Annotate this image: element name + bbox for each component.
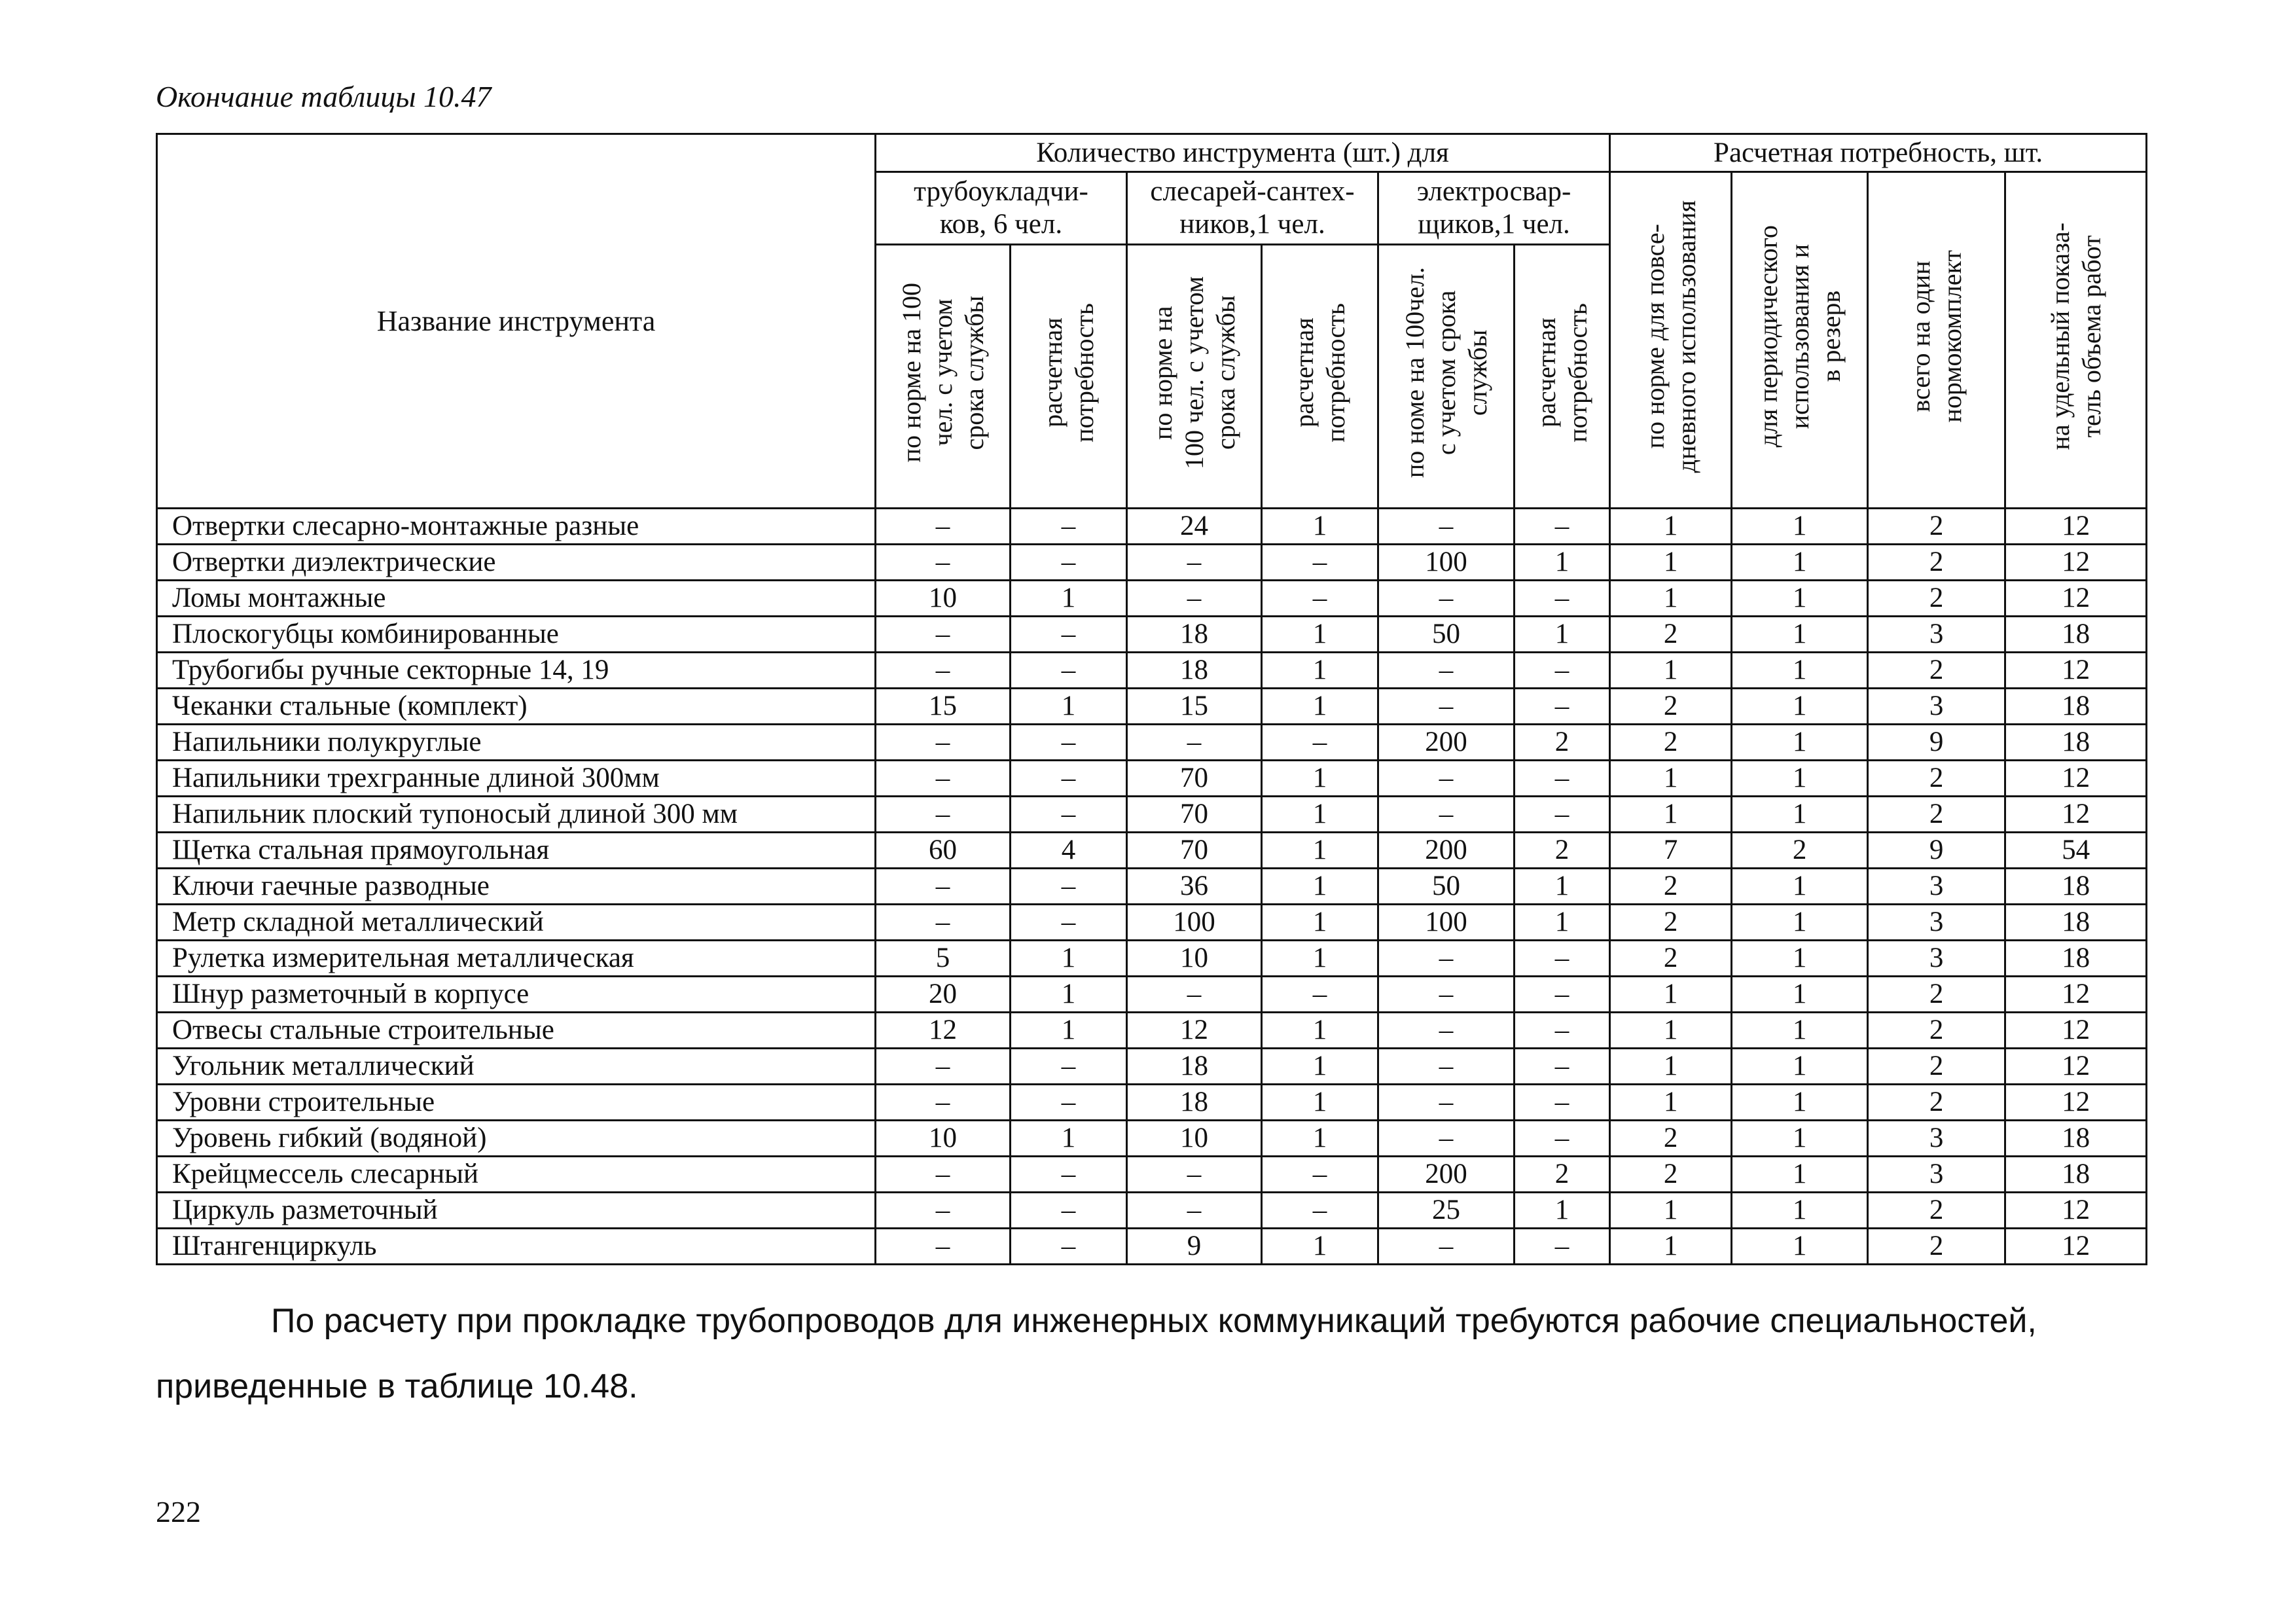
value-cell: 10 (1127, 941, 1262, 977)
value-cell: 2 (1868, 761, 2005, 797)
value-cell: 1 (1610, 1085, 1732, 1121)
value-cell: – (1378, 761, 1515, 797)
value-cell: – (1515, 797, 1610, 833)
value-cell: 15 (1127, 689, 1262, 725)
value-cell: – (1378, 1049, 1515, 1085)
value-cell: 200 (1378, 1157, 1515, 1193)
value-cell: – (1011, 509, 1127, 545)
value-cell: 100 (1378, 905, 1515, 941)
value-cell: – (1011, 1157, 1127, 1193)
value-cell: 3 (1868, 1121, 2005, 1157)
value-cell: – (1378, 581, 1515, 617)
value-cell: 200 (1378, 833, 1515, 869)
value-cell: – (876, 509, 1011, 545)
header-plumb-calc (1262, 245, 1378, 509)
value-cell: – (876, 617, 1011, 653)
value-cell: – (1011, 1049, 1127, 1085)
value-cell: – (876, 761, 1011, 797)
tool-name-cell: Напильники трехгранные длиной 300мм (157, 761, 876, 797)
value-cell: – (1515, 581, 1610, 617)
value-cell: – (1378, 1013, 1515, 1049)
value-cell: 1 (1262, 1121, 1378, 1157)
value-cell: 1 (1732, 1121, 1868, 1157)
header-plumb-norm-text: по норме на 100 чел. с учетом срока службы (1147, 276, 1240, 469)
value-cell: 20 (876, 977, 1011, 1013)
table-row (157, 977, 2147, 1013)
value-cell: – (1515, 653, 1610, 689)
value-cell: – (1127, 581, 1262, 617)
value-cell: – (1378, 689, 1515, 725)
value-cell: 10 (876, 581, 1011, 617)
value-cell: 2 (1515, 833, 1610, 869)
value-cell: 12 (2005, 1013, 2147, 1049)
tool-name-cell: Ключи гаечные разводные (157, 869, 876, 905)
value-cell: 1 (1515, 869, 1610, 905)
value-cell: 10 (1127, 1121, 1262, 1157)
value-cell: 2 (1610, 689, 1732, 725)
header-pipe-calc (1011, 245, 1127, 509)
value-cell: 1 (1610, 1049, 1732, 1085)
value-cell: 2 (1515, 725, 1610, 761)
value-cell: 50 (1378, 617, 1515, 653)
value-cell: – (1127, 1193, 1262, 1229)
table-row (157, 545, 2147, 581)
value-cell: – (1011, 761, 1127, 797)
value-cell: 12 (2005, 797, 2147, 833)
value-cell: 1 (1011, 689, 1127, 725)
value-cell: 1 (1732, 1085, 1868, 1121)
tool-name-cell: Трубогибы ручные секторные 14, 19 (157, 653, 876, 689)
tool-name-cell: Щетка стальная прямоугольная (157, 833, 876, 869)
value-cell: 9 (1127, 1229, 1262, 1265)
table-caption: Окончание таблицы 10.47 (156, 80, 492, 113)
tool-name-cell: Метр складной металлический (157, 905, 876, 941)
value-cell: – (1262, 977, 1378, 1013)
value-cell: – (1262, 725, 1378, 761)
value-cell: 1 (1732, 1193, 1868, 1229)
value-cell: 2 (1868, 1229, 2005, 1265)
value-cell: 1 (1732, 545, 1868, 581)
value-cell: 1 (1610, 545, 1732, 581)
value-cell: – (1127, 1157, 1262, 1193)
tool-name-cell: Уровни строительные (157, 1085, 876, 1121)
value-cell: – (1515, 1085, 1610, 1121)
value-cell: 1 (1732, 977, 1868, 1013)
value-cell: 3 (1868, 689, 2005, 725)
header-weld-calc-text: расчетная потребность (1531, 303, 1592, 442)
header-weld-norm (1378, 245, 1515, 509)
header-welders (1378, 172, 1610, 245)
table-row (157, 941, 2147, 977)
value-cell: – (876, 545, 1011, 581)
value-cell: – (876, 725, 1011, 761)
value-cell: 1 (1610, 977, 1732, 1013)
header-periodic-use-text: для периодического использования и в резерв (1753, 225, 1846, 448)
value-cell: 1 (1262, 1013, 1378, 1049)
value-cell: – (876, 1049, 1011, 1085)
value-cell: 18 (2005, 941, 2147, 977)
value-cell: – (1011, 653, 1127, 689)
tool-name-cell: Напильник плоский тупоносый длиной 300 мм (157, 797, 876, 833)
header-group-quantity: Количество инструмента (шт.) для (876, 134, 1610, 172)
value-cell: 50 (1378, 869, 1515, 905)
value-cell: 3 (1868, 941, 2005, 977)
table-row (157, 1229, 2147, 1265)
value-cell: 1 (1011, 977, 1127, 1013)
value-cell: – (1515, 689, 1610, 725)
value-cell: – (1011, 1229, 1127, 1265)
value-cell: – (1515, 1013, 1610, 1049)
value-cell: – (1262, 1157, 1378, 1193)
value-cell: 1 (1262, 941, 1378, 977)
header-weld-calc (1515, 245, 1610, 509)
header-total-set-text: всего на один нормокомплект (1905, 250, 1967, 423)
value-cell: – (1262, 545, 1378, 581)
value-cell: 18 (2005, 725, 2147, 761)
value-cell: 1 (1262, 617, 1378, 653)
table-row (157, 1049, 2147, 1085)
value-cell: 2 (1868, 653, 2005, 689)
value-cell: 4 (1011, 833, 1127, 869)
table-row (157, 1121, 2147, 1157)
value-cell: 54 (2005, 833, 2147, 869)
value-cell: 1 (1610, 1013, 1732, 1049)
value-cell: 18 (1127, 617, 1262, 653)
table-row (157, 1193, 2147, 1229)
value-cell: 18 (2005, 617, 2147, 653)
value-cell: – (1515, 1229, 1610, 1265)
value-cell: 1 (1732, 617, 1868, 653)
table-row (157, 1085, 2147, 1121)
table-row (157, 905, 2147, 941)
table-row (157, 797, 2147, 833)
value-cell: 18 (2005, 869, 2147, 905)
value-cell: 1 (1732, 797, 1868, 833)
value-cell: – (876, 1193, 1011, 1229)
value-cell: – (1127, 725, 1262, 761)
table-row (157, 725, 2147, 761)
body-paragraph (156, 1288, 2145, 1419)
value-cell: – (1378, 1085, 1515, 1121)
header-pipe-norm (876, 245, 1011, 509)
header-pipe-norm-text: по норме на 100 чел. с учетом срока службы (896, 283, 989, 463)
value-cell: – (1515, 1121, 1610, 1157)
value-cell: – (1378, 941, 1515, 977)
value-cell: 12 (2005, 1085, 2147, 1121)
value-cell: 12 (2005, 653, 2147, 689)
tools-table (156, 133, 2147, 1265)
value-cell: 1 (1732, 581, 1868, 617)
value-cell: 12 (1127, 1013, 1262, 1049)
value-cell: 1 (1262, 1049, 1378, 1085)
value-cell: 2 (1610, 725, 1732, 761)
value-cell: 3 (1868, 1157, 2005, 1193)
value-cell: 1 (1610, 581, 1732, 617)
value-cell: – (876, 905, 1011, 941)
value-cell: 10 (876, 1121, 1011, 1157)
value-cell: – (876, 1085, 1011, 1121)
value-cell: – (876, 869, 1011, 905)
value-cell: 12 (2005, 509, 2147, 545)
value-cell: 2 (1610, 1121, 1732, 1157)
tool-name-cell: Угольник металлический (157, 1049, 876, 1085)
header-periodic-use (1732, 172, 1868, 509)
value-cell: 12 (2005, 545, 2147, 581)
tool-name-cell: Чеканки стальные (комплект) (157, 689, 876, 725)
value-cell: 1 (1262, 509, 1378, 545)
table-row (157, 581, 2147, 617)
value-cell: – (1011, 617, 1127, 653)
value-cell: – (1378, 653, 1515, 689)
value-cell: – (1011, 797, 1127, 833)
value-cell: – (876, 1229, 1011, 1265)
value-cell: 1 (1732, 1013, 1868, 1049)
value-cell: – (1378, 509, 1515, 545)
value-cell: – (1011, 725, 1127, 761)
value-cell: 1 (1610, 1229, 1732, 1265)
value-cell: 1 (1610, 509, 1732, 545)
value-cell: 2 (1610, 869, 1732, 905)
value-cell: 2 (1868, 977, 2005, 1013)
header-plumb-calc-text: расчетная потребность (1289, 303, 1350, 442)
value-cell: 1 (1515, 905, 1610, 941)
table-row (157, 833, 2147, 869)
value-cell: 12 (2005, 1193, 2147, 1229)
header-pipelayers-text: трубоукладчи- ков, 6 чел. (914, 176, 1088, 240)
tool-name-cell: Уровень гибкий (водяной) (157, 1121, 876, 1157)
value-cell: 1 (1262, 1085, 1378, 1121)
value-cell: 2 (1515, 1157, 1610, 1193)
value-cell: 12 (2005, 1049, 2147, 1085)
tool-name-cell: Отвесы стальные строительные (157, 1013, 876, 1049)
value-cell: 2 (1868, 1049, 2005, 1085)
value-cell: 2 (1868, 545, 2005, 581)
tool-name-cell: Шнур разметочный в корпусе (157, 977, 876, 1013)
value-cell: 70 (1127, 761, 1262, 797)
value-cell: 70 (1127, 833, 1262, 869)
value-cell: 1 (1011, 581, 1127, 617)
value-cell: 1 (1610, 797, 1732, 833)
value-cell: 12 (2005, 1229, 2147, 1265)
value-cell: 1 (1262, 869, 1378, 905)
value-cell: 18 (2005, 1121, 2147, 1157)
value-cell: 1 (1262, 1229, 1378, 1265)
value-cell: 18 (2005, 689, 2147, 725)
value-cell: 2 (1610, 1157, 1732, 1193)
value-cell: 2 (1868, 1013, 2005, 1049)
value-cell: 1 (1732, 869, 1868, 905)
table-row (157, 617, 2147, 653)
value-cell: – (1011, 905, 1127, 941)
value-cell: 70 (1127, 797, 1262, 833)
header-total-set (1868, 172, 2005, 509)
value-cell: 5 (876, 941, 1011, 977)
value-cell: 2 (1610, 905, 1732, 941)
value-cell: 12 (876, 1013, 1011, 1049)
tool-name-cell: Рулетка измерительная металлическая (157, 941, 876, 977)
tool-name-cell: Ломы монтажные (157, 581, 876, 617)
value-cell: 1 (1610, 1193, 1732, 1229)
value-cell: – (1378, 977, 1515, 1013)
value-cell: 1 (1011, 941, 1127, 977)
tool-name-cell: Плоскогубцы комбинированные (157, 617, 876, 653)
value-cell: 1 (1262, 761, 1378, 797)
value-cell: 12 (2005, 581, 2147, 617)
tool-name-cell: Отвертки слесарно-монтажные разные (157, 509, 876, 545)
tool-name-cell: Отвертки диэлектрические (157, 545, 876, 581)
header-specific-index-text: на удельный показа- тель объема работ (2045, 223, 2106, 450)
value-cell: 1 (1732, 509, 1868, 545)
value-cell: 1 (1732, 689, 1868, 725)
value-cell: 1 (1262, 653, 1378, 689)
value-cell: 1 (1732, 761, 1868, 797)
value-cell: 18 (1127, 1049, 1262, 1085)
value-cell: 18 (1127, 653, 1262, 689)
value-cell: 3 (1868, 905, 2005, 941)
value-cell: 1 (1732, 1229, 1868, 1265)
value-cell: 2 (1732, 833, 1868, 869)
header-group-calculated: Расчетная потребность, шт. (1610, 134, 2147, 172)
header-pipe-calc-text: расчетная потребность (1037, 303, 1099, 442)
value-cell: 18 (2005, 1157, 2147, 1193)
value-cell: – (1378, 1121, 1515, 1157)
value-cell: – (1515, 509, 1610, 545)
tool-name-cell: Напильники полукруглые (157, 725, 876, 761)
value-cell: 1 (1262, 797, 1378, 833)
value-cell: 1 (1262, 905, 1378, 941)
value-cell: – (876, 797, 1011, 833)
value-cell: – (1127, 977, 1262, 1013)
value-cell: – (1011, 1085, 1127, 1121)
value-cell: – (876, 653, 1011, 689)
value-cell: 18 (2005, 905, 2147, 941)
value-cell: 1 (1732, 725, 1868, 761)
value-cell: 2 (1868, 1085, 2005, 1121)
header-plumbers (1127, 172, 1378, 245)
value-cell: 2 (1610, 617, 1732, 653)
value-cell: 3 (1868, 869, 2005, 905)
header-weld-norm-text: по номе на 100чел. с учетом срока службы (1399, 267, 1492, 478)
paragraph-line-1: По расчету при прокладке трубопроводов для инженерных коммуникаций требуются рабочие специальностей, (271, 1302, 2037, 1340)
value-cell: 1 (1011, 1013, 1127, 1049)
tool-name-cell: Штангенциркуль (157, 1229, 876, 1265)
header-pipelayers (876, 172, 1127, 245)
value-cell: – (1378, 1229, 1515, 1265)
value-cell: 9 (1868, 725, 2005, 761)
value-cell: – (1515, 761, 1610, 797)
value-cell: 100 (1127, 905, 1262, 941)
value-cell: 15 (876, 689, 1011, 725)
value-cell: 12 (2005, 761, 2147, 797)
value-cell: 1 (1732, 1049, 1868, 1085)
value-cell: 1 (1262, 689, 1378, 725)
value-cell: 7 (1610, 833, 1732, 869)
table-row (157, 653, 2147, 689)
value-cell: 2 (1868, 1193, 2005, 1229)
header-daily-use (1610, 172, 1732, 509)
header-daily-use-text: по норме для повсе- дневного использования (1640, 200, 1701, 473)
value-cell: 1 (1732, 941, 1868, 977)
value-cell: 1 (1515, 1193, 1610, 1229)
value-cell: 2 (1868, 797, 2005, 833)
table-row (157, 761, 2147, 797)
value-cell: 18 (1127, 1085, 1262, 1121)
header-specific-index (2005, 172, 2147, 509)
value-cell: 2 (1868, 509, 2005, 545)
value-cell: – (1127, 545, 1262, 581)
value-cell: 24 (1127, 509, 1262, 545)
page-number: 222 (156, 1495, 201, 1528)
value-cell: 25 (1378, 1193, 1515, 1229)
value-cell: 1 (1610, 761, 1732, 797)
value-cell: 1 (1515, 545, 1610, 581)
value-cell: 9 (1868, 833, 2005, 869)
value-cell: – (1515, 1049, 1610, 1085)
value-cell: 1 (1011, 1121, 1127, 1157)
value-cell: 2 (1610, 941, 1732, 977)
value-cell: 1 (1515, 617, 1610, 653)
value-cell: – (1011, 1193, 1127, 1229)
value-cell: – (1262, 1193, 1378, 1229)
tool-name-cell: Циркуль разметочный (157, 1193, 876, 1229)
value-cell: – (1378, 797, 1515, 833)
value-cell: 12 (2005, 977, 2147, 1013)
value-cell: 1 (1732, 653, 1868, 689)
header-plumbers-text: слесарей-сантех- ников,1 чел. (1150, 176, 1355, 240)
tool-name-cell: Крейцмессель слесарный (157, 1157, 876, 1193)
value-cell: 1 (1732, 905, 1868, 941)
table-row (157, 869, 2147, 905)
value-cell: 60 (876, 833, 1011, 869)
table-body (157, 509, 2147, 1265)
table-row (157, 1157, 2147, 1193)
value-cell: 1 (1610, 653, 1732, 689)
header-plumb-norm (1127, 245, 1262, 509)
value-cell: 100 (1378, 545, 1515, 581)
header-welders-text: электросвар- щиков,1 чел. (1416, 176, 1571, 240)
table-row (157, 509, 2147, 545)
header-tool-name: Название инструмента (157, 134, 876, 509)
table-row (157, 689, 2147, 725)
value-cell: – (876, 1157, 1011, 1193)
value-cell: – (1515, 977, 1610, 1013)
value-cell: 3 (1868, 617, 2005, 653)
value-cell: – (1515, 941, 1610, 977)
value-cell: – (1011, 869, 1127, 905)
table-row (157, 1013, 2147, 1049)
value-cell: 200 (1378, 725, 1515, 761)
value-cell: 36 (1127, 869, 1262, 905)
value-cell: – (1262, 581, 1378, 617)
paragraph-line-2: приведенные в таблице 10.48. (156, 1367, 638, 1405)
value-cell: – (1011, 545, 1127, 581)
value-cell: 1 (1262, 833, 1378, 869)
value-cell: 2 (1868, 581, 2005, 617)
value-cell: 1 (1732, 1157, 1868, 1193)
